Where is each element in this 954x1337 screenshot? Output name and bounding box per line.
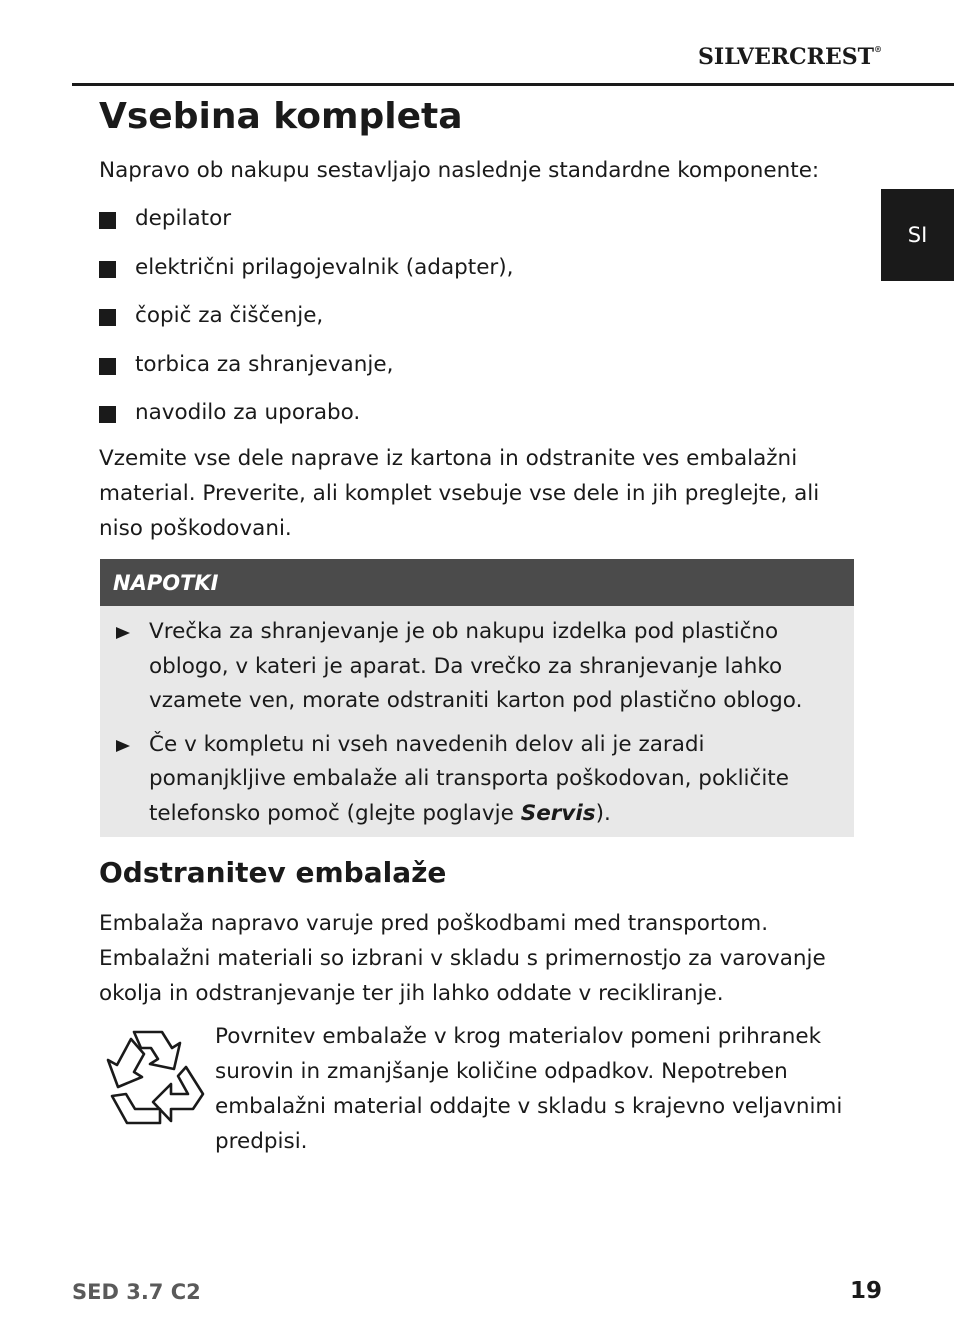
bullet-square-icon [99,309,116,326]
list-item [99,206,514,255]
note-item [100,728,854,832]
bullet-square-icon [99,406,116,423]
note-item-text-end: ). [595,800,611,826]
list-item-text: navodilo za uporabo. [135,400,361,425]
note-item-text: Če v kompletu ni vseh navedenih delov ali je zaradi pomanjkljive embalaže ali transporta poškodovan, pokličite telefonsko pomoč (glejte poglavje [149,731,789,826]
note-box [100,559,854,837]
arrow-bullet-icon [116,740,130,752]
arrow-bullet-icon [116,627,130,639]
packaging-paragraph: Embalaža napravo varuje pred poškodbami med transportom. Embalažni materiali so izbrani v skladu s primernostjo za varovanje okolja in odstranjevanje ter jih lahko oddate v recikliranje. [99,911,826,1006]
note-item [100,615,854,719]
brand-logo [698,44,882,70]
recycle-icon [98,1024,212,1132]
brand-name: SILVERCREST [698,44,874,70]
note-heading: NAPOTKI [100,559,854,606]
intro-text: Napravo ob nakupu sestavljajo naslednje standardne komponente: [99,158,820,183]
header-rule [72,83,954,86]
bullet-square-icon [99,261,116,278]
list-item-text: električni prilagojevalnik (adapter), [135,254,514,280]
section-title-contents: Vsebina kompleta [99,96,463,137]
registered-mark: ® [874,44,882,54]
section-title-packaging: Odstranitev embalaže [99,856,447,889]
list-item-text: depilator [135,206,232,231]
recycle-paragraph: Povrnitev embalaže v krog materialov pomeni prihranek surovin in zmanjšanje količine odpadkov. Nepotreben embalažni material oddajte v skladu s krajevno veljavnimi predpisi. [215,1024,843,1154]
list-item [99,303,514,352]
bullet-square-icon [99,212,116,229]
list-item-text: torbica za shranjevanje, [135,351,394,377]
model-number: SED 3.7 C2 [72,1280,201,1304]
list-item-text: čopič za čiščenje, [135,303,324,328]
bullet-square-icon [99,358,116,375]
page-number: 19 [850,1278,883,1304]
note-item-text: Vrečka za shranjevanje je ob nakupu izdelka pod plastično oblogo, v kateri je aparat. Da vrečko za shranjevanje lahko vzamete ven, morate odstraniti karton pod plastično oblogo. [149,619,803,713]
list-item [99,255,514,304]
component-list [99,206,514,449]
unpack-paragraph: Vzemite vse dele naprave iz kartona in odstranite ves embalažni material. Preverite, ali komplet vsebuje vse dele in jih preglejte, ali niso poškodovani. [99,446,820,541]
service-reference: Servis [520,800,596,826]
list-item [99,352,514,401]
language-tab: SI [881,189,954,281]
